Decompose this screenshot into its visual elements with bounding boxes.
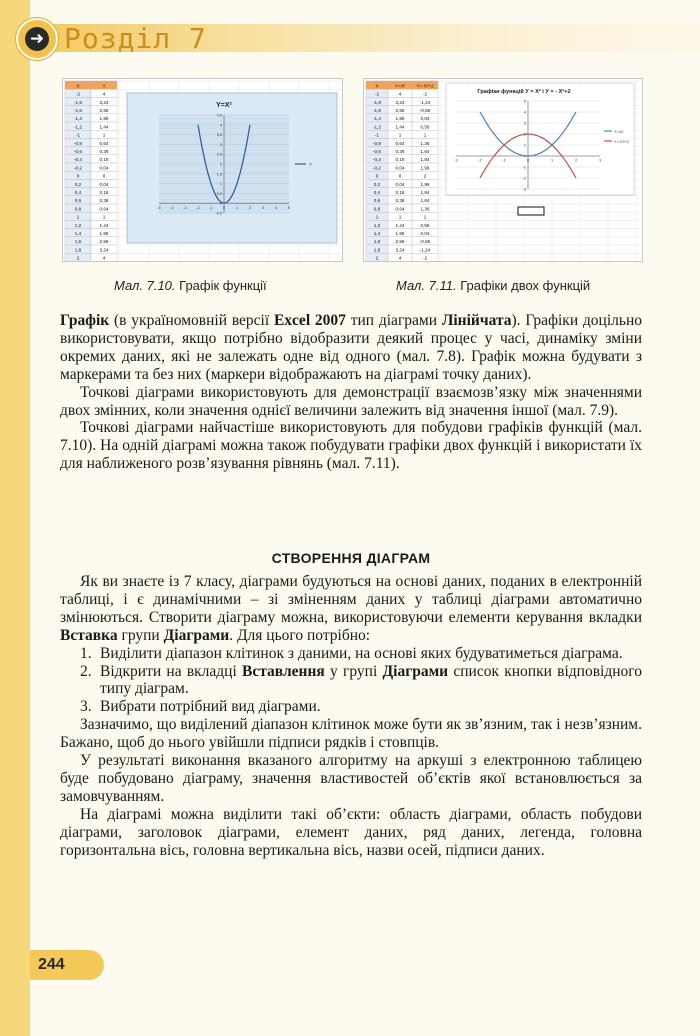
table-cell-value: 1,2 — [74, 222, 82, 228]
table-cell-value: -0,56 — [419, 239, 431, 245]
y-tick-label: 4 — [219, 123, 222, 128]
x-tick-label: -3 — [183, 206, 187, 211]
table-cell-value: 3,24 — [395, 99, 405, 105]
chart-y-x2 — [119, 79, 342, 261]
table-cell-value: 0,36 — [99, 198, 109, 204]
table-cell-value: 0,04 — [99, 181, 109, 187]
section-heading: СТВОРЕННЯ ДІАГРАМ — [271, 550, 431, 566]
caption-7-10 — [114, 278, 267, 294]
table-cell-value: -2 — [75, 91, 81, 97]
list-item: 2. Відкрити на вкладці Вставлення у групі Діаграми список кнопки відповідного типу діаграм. — [80, 662, 642, 698]
table-cell-value: -0,6 — [373, 149, 381, 154]
paragraph: Точкові діаграми найчастіше використовують для побудови графіків функцій (мал. 7.10). На одній діаграмі можна також побудувати графіки двох функцій і використати їх для наближеного розв’язування рівнянь (мал. 7.11). — [60, 419, 642, 473]
table-cell-value: 1,2 — [373, 222, 381, 228]
table-cell-value: 1,6 — [373, 239, 381, 245]
table-cell-value: -1,8 — [74, 99, 82, 105]
table-cell-value: 1 — [398, 132, 402, 138]
table-cell-value: -1 — [374, 132, 380, 138]
table-cell-value: 1,36 — [420, 140, 430, 146]
text-block-chart-types — [60, 312, 642, 473]
table-cell-value: 0,8 — [373, 206, 381, 212]
selected-cell — [518, 207, 544, 215]
y-tick-label: -2 — [522, 176, 526, 181]
table-cell-value: 0,04 — [99, 165, 109, 171]
table-cell-value: -0,2 — [373, 165, 381, 171]
table-cell-value: 0,6 — [373, 198, 381, 204]
table-cell-value: -1,24 — [419, 247, 431, 253]
table-cell-value: 1,84 — [420, 190, 430, 195]
table-cell-value: -0,8 — [74, 140, 82, 146]
table-cell-value: 0 — [398, 173, 402, 179]
x-tick-label: 4 — [274, 206, 278, 211]
table-cell-value: 0,16 — [395, 157, 405, 163]
y-tick-label: 2.5 — [216, 152, 222, 157]
paragraph: Зазначимо, що виділений діапазон клітинок може бути як зв’язним, так і незв’язним. Бажано, щоб до нього увійшли підписи рядків і стовпців. — [60, 716, 642, 752]
x-tick-label: 1 — [550, 158, 554, 163]
y-tick-label: 0 — [219, 201, 222, 206]
table-cell-value: 0,16 — [99, 157, 109, 163]
table-cell-value: 1,84 — [420, 157, 430, 163]
table-cell-value: 0,2 — [74, 181, 82, 187]
table-cell-value: 1 — [423, 132, 427, 138]
table-cell-value: -1,2 — [74, 124, 82, 130]
table-cell-value: 3,24 — [395, 247, 405, 253]
table-cell-value: 1,64 — [420, 149, 430, 154]
x-tick-label: -1 — [502, 158, 506, 163]
y-tick-label: 2 — [219, 162, 222, 167]
legend-label: Y=-X2+2 — [614, 140, 629, 144]
table-cell-value: 1,44 — [99, 124, 109, 130]
y-tick-label: 0.5 — [216, 191, 222, 196]
paragraph: Точкові діаграми використовують для демонстрації взаємозв’язку між значеннями двох змінних, коли значення однієї величини залежить від значення іншої (мал. 7.9). — [60, 383, 642, 419]
y-tick-label: 4.5 — [216, 113, 222, 118]
table-cell-value: 0,04 — [420, 231, 430, 236]
table-cell-value: 4 — [102, 91, 106, 97]
table-header-label: Y=X² — [394, 83, 406, 89]
x-tick-label: 5 — [287, 206, 291, 211]
table-header-label: Y — [102, 83, 106, 89]
table-cell-value: -2 — [374, 91, 380, 97]
table-cell-value: 0 — [102, 173, 106, 179]
table-cell-value: -0,8 — [373, 140, 381, 146]
x-tick-label: 0 — [222, 206, 226, 211]
y-tick-label: -0.5 — [215, 211, 222, 216]
table-cell-value: 0,16 — [395, 190, 405, 195]
table-cell-value: 0,36 — [395, 149, 405, 154]
x-tick-label: -4 — [170, 206, 174, 211]
paragraph: Графік (в україномовній версії Excel 2007 тип діаграми Лінійчата). Графіки доцільно використовувати, якщо потрібно відобразити деякий процес у часі, динаміку зміни окремих даних, які не залежать одне від одного (мал. 7.8). Графік можна будувати з маркерами та без них (маркери відображають на діаграмі точку даних). — [60, 312, 642, 383]
figure-7-10-graphic — [63, 79, 342, 261]
paragraph: Як ви знаєте із 7 класу, діаграми будуються на основі даних, поданих в електронній таблиці, і є динамічними – зі зміненням даних у таблиці діаграми автоматично змінюються. Створити діаграму можна, використовуючи елементи керування вкладки Вставка групи Діаграми. Для цього потрібно: — [60, 573, 642, 644]
table-cell-value: -0,2 — [74, 165, 82, 171]
y-tick-label: 0 — [523, 154, 526, 159]
figure-7-11-graphic — [364, 79, 642, 261]
table-cell-value: 0,64 — [99, 206, 109, 212]
table-cell-value: 0,04 — [420, 116, 430, 122]
figure-7-10 — [62, 78, 343, 262]
table-cell-value: -1,4 — [373, 116, 381, 122]
table-cell-value: 1,8 — [74, 247, 82, 253]
data-table — [65, 81, 117, 261]
table-cell-value: -2 — [422, 255, 428, 261]
table-cell-value: 4 — [398, 91, 402, 97]
steps-list — [60, 645, 642, 717]
chart-title: Графіки функцій У = X² і У = - X²+2 — [477, 89, 571, 95]
x-tick-label: 2 — [248, 206, 252, 211]
y-tick-label: -1 — [522, 165, 526, 170]
table-cell-value: 0,8 — [74, 206, 82, 212]
y-tick-label: 1 — [523, 143, 526, 148]
table-cell-value: 0,56 — [420, 222, 430, 228]
table-cell-value: -1,6 — [74, 108, 82, 113]
table-cell-value: 4 — [102, 255, 106, 261]
caption-label: Мал. 7.11. — [396, 278, 457, 293]
y-tick-label: -3 — [522, 187, 526, 192]
legend-label: Y — [309, 162, 313, 167]
table-cell-value: 1,96 — [99, 231, 109, 236]
table-cell-value: -0,4 — [74, 157, 82, 163]
table-cell-value: 1 — [102, 214, 106, 220]
x-tick-label: -5 — [157, 206, 161, 211]
table-cell-value: -2 — [422, 91, 428, 97]
caption-label: Мал. 7.10. — [114, 278, 176, 293]
table-cell-value: 0,36 — [395, 198, 405, 204]
table-cell-value: -1,8 — [373, 99, 381, 105]
caption-text: Графік функції — [175, 278, 267, 293]
x-tick-label: -3 — [454, 158, 458, 163]
chart-two-functions — [440, 79, 642, 261]
table-cell-value: 1,36 — [420, 206, 430, 212]
table-cell-value: 4 — [398, 255, 402, 261]
nav-button[interactable] — [16, 18, 58, 60]
arrow-right-icon: ➜ — [25, 27, 49, 51]
table-cell-value: 2,56 — [99, 239, 109, 245]
table-cell-value: 3,24 — [99, 247, 109, 253]
table-cell-value: 2,56 — [395, 239, 405, 245]
table-cell-value: 0,04 — [395, 165, 405, 171]
x-tick-label: -1 — [209, 206, 213, 211]
x-tick-label: 1 — [235, 206, 239, 211]
table-cell-value: 1,44 — [395, 222, 405, 228]
y-tick-label: 3.5 — [216, 133, 222, 138]
table-cell-value: -1,24 — [419, 99, 431, 105]
x-tick-label: 2 — [574, 158, 578, 163]
caption-7-11 — [396, 278, 590, 294]
x-tick-label: 3 — [598, 158, 602, 163]
y-tick-label: 1 — [219, 182, 222, 187]
y-tick-label: 3 — [219, 142, 222, 147]
table-cell-value: 0,4 — [373, 190, 381, 195]
table-cell-value: 0,6 — [74, 198, 82, 204]
table-cell-value: 0,64 — [395, 140, 405, 146]
x-tick-label: 3 — [261, 206, 265, 211]
y-tick-label: 1.5 — [216, 172, 222, 177]
list-item: 1. Виділити діапазон клітинок з даними, на основі яких будуватиметься діаграма. — [80, 644, 623, 662]
table-cell-value: 2,56 — [395, 108, 405, 113]
paragraph: На діаграмі можна виділити такі об’єкти: область діаграми, область побудови діаграми, заголовок діаграми, елемент даних, ряд даних, легенда, головна горизонтальна вісь, головна вертикальна вісь, назви осей, підписи даних. — [60, 805, 642, 859]
table-cell-value: 1,4 — [74, 231, 82, 236]
data-table — [366, 81, 438, 261]
table-cell-value: 2 — [375, 255, 379, 261]
table-cell-value: 1,96 — [420, 181, 430, 187]
table-cell-value: -0,4 — [373, 157, 381, 163]
y-tick-label: 5 — [523, 99, 526, 104]
table-cell-value: 0,36 — [99, 149, 109, 154]
table-cell-value: -1,4 — [74, 116, 82, 122]
x-tick-label: -2 — [478, 158, 482, 163]
table-cell-value: -1 — [75, 132, 81, 138]
table-cell-value: 1 — [375, 214, 379, 220]
y-tick-label: 3 — [523, 121, 526, 126]
table-cell-value: 1 — [76, 214, 80, 220]
table-cell-value: 1,96 — [420, 165, 430, 171]
table-cell-value: 1,44 — [395, 124, 405, 130]
table-cell-value: 0,2 — [373, 181, 381, 187]
chart-title: Y=X² — [216, 102, 232, 109]
list-item: 3. Вибрати потрібний вид діаграми. — [80, 698, 321, 716]
table-cell-value: 2 — [423, 173, 427, 179]
figure-7-11 — [363, 78, 643, 262]
table-cell-value: -0,6 — [74, 149, 82, 154]
table-cell-value: 2,56 — [99, 108, 109, 113]
table-cell-value: 1,44 — [99, 222, 109, 228]
table-cell-value: 0 — [76, 173, 80, 179]
table-header-label: X — [76, 83, 80, 89]
table-cell-value: 1,96 — [395, 231, 405, 236]
table-cell-value: 1,4 — [373, 231, 381, 236]
table-header-label: X — [375, 83, 379, 89]
legend-label: Y=X2 — [614, 130, 624, 134]
table-cell-value: 0,64 — [395, 206, 405, 212]
table-cell-value: 0,04 — [395, 181, 405, 187]
left-margin-bar — [0, 0, 30, 1036]
caption-text: Графіки двох функцій — [456, 278, 591, 293]
paragraph: У результаті виконання вказаного алгоритму на аркуші з електронною таблицею буде побудовано діаграму, значення властивостей об’єктів якої встановлюється за замовчуванням. — [60, 752, 642, 805]
table-cell-value: 0,64 — [99, 140, 109, 146]
x-tick-label: 0 — [526, 158, 530, 163]
table-cell-value: 1,96 — [99, 116, 109, 122]
page-number: 244 — [38, 956, 65, 973]
table-cell-value: -1,6 — [373, 108, 381, 113]
table-header-label: Y=-X²+2 — [416, 83, 434, 89]
table-cell-value: 0,56 — [420, 124, 430, 130]
table-cell-value: -0,56 — [419, 108, 431, 113]
table-cell-value: 0,4 — [74, 190, 82, 195]
y-tick-label: 4 — [523, 110, 526, 115]
table-cell-value: 0,16 — [99, 190, 109, 195]
table-cell-value: 3,24 — [99, 99, 109, 105]
table-cell-value: 1 — [423, 214, 427, 220]
text-block-create-chart — [60, 573, 642, 860]
table-cell-value: 1,64 — [420, 198, 430, 204]
table-cell-value: 1 — [398, 214, 402, 220]
table-cell-value: 0 — [375, 173, 379, 179]
table-cell-value: 2 — [76, 255, 80, 261]
x-tick-label: -2 — [196, 206, 200, 211]
y-tick-label: 2 — [523, 132, 526, 137]
table-cell-value: -1,2 — [373, 124, 381, 130]
table-cell-value: 1 — [102, 132, 106, 138]
table-cell-value: 1,8 — [373, 247, 381, 253]
section-title: Розділ 7 — [64, 22, 207, 55]
table-cell-value: 1,6 — [74, 239, 82, 245]
table-cell-value: 1,96 — [395, 116, 405, 122]
